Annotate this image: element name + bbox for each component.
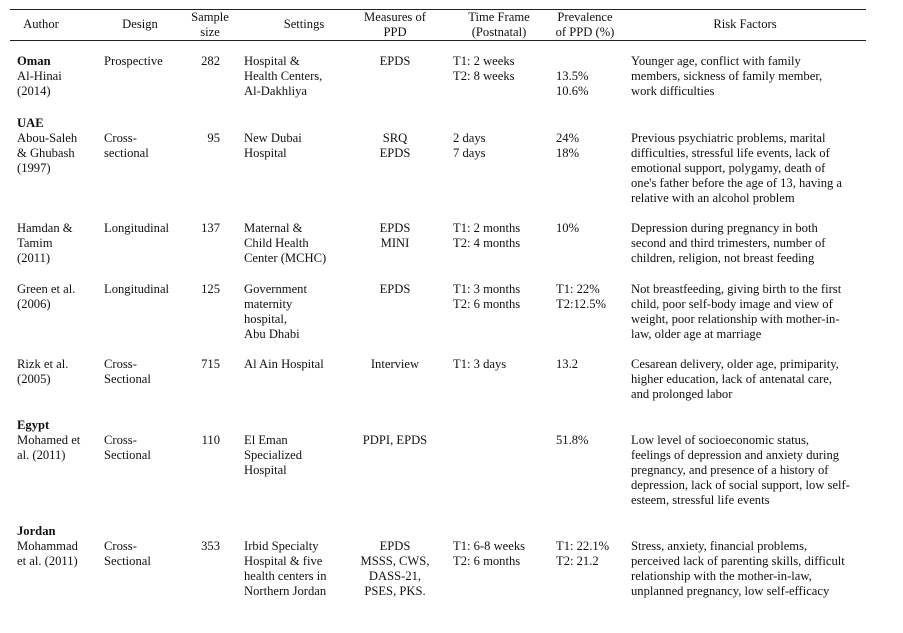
settings-line: New Dubai	[244, 131, 302, 145]
settings-line: Child Health	[244, 236, 309, 250]
author-line: Abou-Saleh	[17, 131, 78, 145]
cell-design	[104, 131, 190, 161]
settings-line: El Eman	[244, 433, 288, 447]
settings-line: Hospital	[244, 146, 287, 160]
cell-prevalence	[556, 69, 630, 99]
cell-settings	[244, 433, 354, 478]
author-line: Green et al.	[17, 282, 76, 296]
cell-risk	[631, 131, 871, 206]
measures-line: EPDS	[379, 221, 411, 235]
header-measures-line1: Measures of	[364, 10, 426, 24]
cell-measures	[352, 282, 438, 297]
cell-prevalence	[556, 282, 630, 312]
risk-line: Cesarean delivery, older age, primiparity,	[631, 357, 839, 371]
cell-settings	[244, 539, 354, 599]
cell-risk	[631, 539, 871, 599]
risk-line: second and third trimesters, number of	[631, 236, 826, 250]
cell-settings	[244, 282, 354, 342]
prevalence-line: 13.2	[556, 357, 579, 371]
prevalence-line: 10%	[556, 221, 580, 235]
design-line: Sectional	[104, 372, 151, 386]
settings-line: Specialized	[244, 448, 303, 462]
measures-line: MINI	[380, 236, 410, 250]
prevalence-line: T1: 22%	[556, 282, 600, 296]
measures-line: EPDS	[379, 282, 411, 296]
cell-measures	[352, 221, 438, 251]
timeframe-line: T1: 2 months	[453, 221, 521, 235]
design-line: Sectional	[104, 554, 151, 568]
prevalence-line: 10.6%	[556, 84, 589, 98]
cell-design	[104, 357, 190, 387]
risk-line: Previous psychiatric problems, marital	[631, 131, 826, 145]
settings-line: Irbid Specialty	[244, 539, 319, 553]
settings-line: Government	[244, 282, 307, 296]
risk-line: members, sickness of family member,	[631, 69, 823, 83]
cell-sample: 110	[201, 433, 220, 447]
header-timeframe	[452, 10, 546, 40]
risk-line: Stress, anxiety, financial problems,	[631, 539, 808, 553]
cell-author	[17, 221, 103, 266]
cell-measures	[352, 357, 438, 372]
header-timeframe-line1: Time Frame	[468, 10, 530, 24]
design-line: Cross-	[104, 131, 137, 145]
cell-measures	[352, 131, 438, 161]
cell-measures	[352, 54, 438, 69]
cell-author	[17, 282, 103, 312]
cell-risk	[631, 54, 871, 99]
header-prevalence-line1: Prevalence	[557, 10, 613, 24]
header-prevalence	[548, 10, 622, 40]
header-sample-size	[184, 10, 236, 40]
settings-line: Hospital	[244, 463, 287, 477]
table-top-rule	[10, 9, 866, 10]
timeframe-line: T1: 3 months	[453, 282, 521, 296]
prevalence-line: T2: 21.2	[556, 554, 599, 568]
risk-line: Depression during pregnancy in both	[631, 221, 818, 235]
cell-prevalence	[556, 433, 630, 448]
cell-risk	[631, 282, 871, 342]
cell-author	[17, 539, 103, 569]
settings-line: hospital,	[244, 312, 288, 326]
timeframe-line: T1: 3 days	[453, 357, 507, 371]
cell-timeframe	[453, 539, 549, 569]
settings-line: maternity	[244, 297, 293, 311]
measures-line: PSES, PKS.	[364, 584, 426, 598]
risk-line: Younger age, conflict with family	[631, 54, 801, 68]
author-line: (1997)	[17, 161, 51, 175]
author-line: (2011)	[17, 251, 51, 265]
header-measures	[352, 10, 438, 40]
cell-design	[104, 433, 190, 463]
cell-measures	[352, 433, 438, 448]
cell-design	[104, 54, 190, 69]
header-risk-factors: Risk Factors	[713, 17, 777, 31]
measures-line: EPDS	[379, 54, 411, 68]
risk-line: relative with an alcohol problem	[631, 191, 795, 205]
settings-line: Al Ain Hospital	[244, 357, 324, 371]
prevalence-line: 24%	[556, 131, 580, 145]
timeframe-line: T2: 4 months	[453, 236, 521, 250]
country-heading: UAE	[17, 116, 44, 130]
country-cell	[17, 54, 51, 69]
header-design: Design	[122, 17, 158, 31]
settings-line: Center (MCHC)	[244, 251, 327, 265]
header-sample-line2: size	[200, 25, 220, 39]
risk-line: perceived lack of parenting skills, difficult	[631, 554, 845, 568]
header-prevalence-line2: of PPD (%)	[555, 25, 615, 39]
timeframe-line: T2: 6 months	[453, 297, 521, 311]
prevalence-line: 18%	[556, 146, 580, 160]
risk-line: law, older age at marriage	[631, 327, 762, 341]
prevalence-line: 13.5%	[556, 69, 589, 83]
cell-timeframe	[453, 221, 549, 251]
cell-prevalence	[556, 131, 630, 161]
measures-line: PDPI, EPDS	[362, 433, 428, 447]
risk-line: emotional support, polygamy, death of	[631, 161, 826, 175]
timeframe-line: T1: 6-8 weeks	[453, 539, 526, 553]
measures-line: EPDS	[379, 539, 411, 553]
cell-author	[17, 131, 103, 176]
settings-line: Abu Dhabi	[244, 327, 300, 341]
cell-settings	[244, 54, 354, 99]
settings-line: Health Centers,	[244, 69, 323, 83]
prevalence-line: T2:12.5%	[556, 297, 607, 311]
cell-design	[104, 282, 190, 297]
cell-sample: 137	[201, 221, 220, 235]
cell-sample: 353	[201, 539, 220, 553]
timeframe-line: T2: 8 weeks	[453, 69, 515, 83]
risk-line: child, poor self-body image and view of	[631, 297, 833, 311]
cell-prevalence	[556, 221, 630, 236]
country-heading: Oman	[17, 54, 51, 68]
design-line: Longitudinal	[104, 221, 170, 235]
cell-risk	[631, 357, 871, 402]
design-line: Longitudinal	[104, 282, 170, 296]
header-sample-line1: Sample	[191, 10, 229, 24]
timeframe-line: T2: 6 months	[453, 554, 521, 568]
country-cell	[17, 524, 56, 539]
cell-settings	[244, 131, 354, 161]
prevalence-line: 51.8%	[556, 433, 589, 447]
cell-design	[104, 221, 190, 236]
measures-line: MSSS, CWS,	[360, 554, 430, 568]
cell-prevalence	[556, 539, 630, 569]
settings-line: Northern Jordan	[244, 584, 327, 598]
country-heading: Egypt	[17, 418, 50, 432]
settings-line: Hospital & five	[244, 554, 323, 568]
author-line: et al. (2011)	[17, 554, 78, 568]
cell-author	[17, 357, 103, 387]
settings-line: Al-Dakhliya	[244, 84, 307, 98]
cell-settings	[244, 221, 354, 266]
cell-author	[17, 433, 103, 463]
author-line: Rizk et al.	[17, 357, 69, 371]
design-line: Cross-	[104, 539, 137, 553]
risk-line: Low level of socioeconomic status,	[631, 433, 810, 447]
risk-line: Not breastfeeding, giving birth to the first	[631, 282, 842, 296]
cell-timeframe	[453, 357, 549, 372]
cell-timeframe	[453, 54, 549, 84]
measures-line: SRQ	[382, 131, 408, 145]
design-line: Sectional	[104, 448, 151, 462]
timeframe-line: 7 days	[453, 146, 486, 160]
cell-sample: 125	[201, 282, 220, 296]
author-line: & Ghubash	[17, 146, 75, 160]
author-line: al. (2011)	[17, 448, 66, 462]
measures-line: DASS-21,	[368, 569, 422, 583]
table-header-rule	[10, 40, 866, 41]
header-timeframe-line2: (Postnatal)	[471, 25, 527, 39]
risk-line: esteem, stressful life events	[631, 493, 770, 507]
cell-sample: 95	[207, 131, 220, 145]
cell-author	[17, 69, 103, 99]
risk-line: and prolonged labor	[631, 387, 733, 401]
cell-measures	[352, 539, 438, 599]
measures-line: EPDS	[379, 146, 411, 160]
risk-line: higher education, lack of antenatal care,	[631, 372, 833, 386]
cell-design	[104, 539, 190, 569]
prevalence-line: T1: 22.1%	[556, 539, 610, 553]
risk-line: unplanned pregnancy, low self-efficacy	[631, 584, 830, 598]
risk-line: weight, poor relationship with mother-in-	[631, 312, 840, 326]
risk-line: pregnancy, and presence of a history of	[631, 463, 829, 477]
author-line: Tamim	[17, 236, 53, 250]
cell-timeframe	[453, 131, 549, 161]
author-line: Mohamed et	[17, 433, 81, 447]
cell-sample: 282	[201, 54, 220, 68]
author-line: (2006)	[17, 297, 51, 311]
settings-line: Hospital &	[244, 54, 300, 68]
risk-line: feelings of depression and anxiety during	[631, 448, 840, 462]
timeframe-line: T1: 2 weeks	[453, 54, 515, 68]
cell-settings	[244, 357, 354, 372]
risk-line: children, religion, not breast feeding	[631, 251, 815, 265]
risk-line: work difficulties	[631, 84, 715, 98]
header-settings: Settings	[283, 17, 325, 31]
author-line: Al-Hinai	[17, 69, 62, 83]
design-line: sectional	[104, 146, 149, 160]
country-cell	[17, 116, 44, 131]
design-line: Prospective	[104, 54, 163, 68]
header-author: Author	[23, 17, 59, 31]
country-heading: Jordan	[17, 524, 56, 538]
cell-risk	[631, 433, 871, 508]
author-line: Hamdan &	[17, 221, 73, 235]
cell-timeframe	[453, 282, 549, 312]
settings-line: health centers in	[244, 569, 327, 583]
cell-risk	[631, 221, 871, 266]
risk-line: relationship with the mother-in-law,	[631, 569, 812, 583]
header-measures-line2: PPD	[383, 25, 407, 39]
risk-line: difficulties, stressful life events, lack of	[631, 146, 830, 160]
timeframe-line: 2 days	[453, 131, 486, 145]
cell-prevalence	[556, 357, 630, 372]
country-cell	[17, 418, 49, 433]
design-line: Cross-	[104, 433, 137, 447]
author-line: Mohammad	[17, 539, 78, 553]
cell-sample: 715	[201, 357, 220, 371]
risk-line: one's father before the age of 13, having a	[631, 176, 843, 190]
design-line: Cross-	[104, 357, 137, 371]
settings-line: Maternal &	[244, 221, 303, 235]
author-line: (2014)	[17, 84, 51, 98]
measures-line: Interview	[370, 357, 420, 371]
risk-line: depression, lack of social support, low self-	[631, 478, 850, 492]
author-line: (2005)	[17, 372, 51, 386]
